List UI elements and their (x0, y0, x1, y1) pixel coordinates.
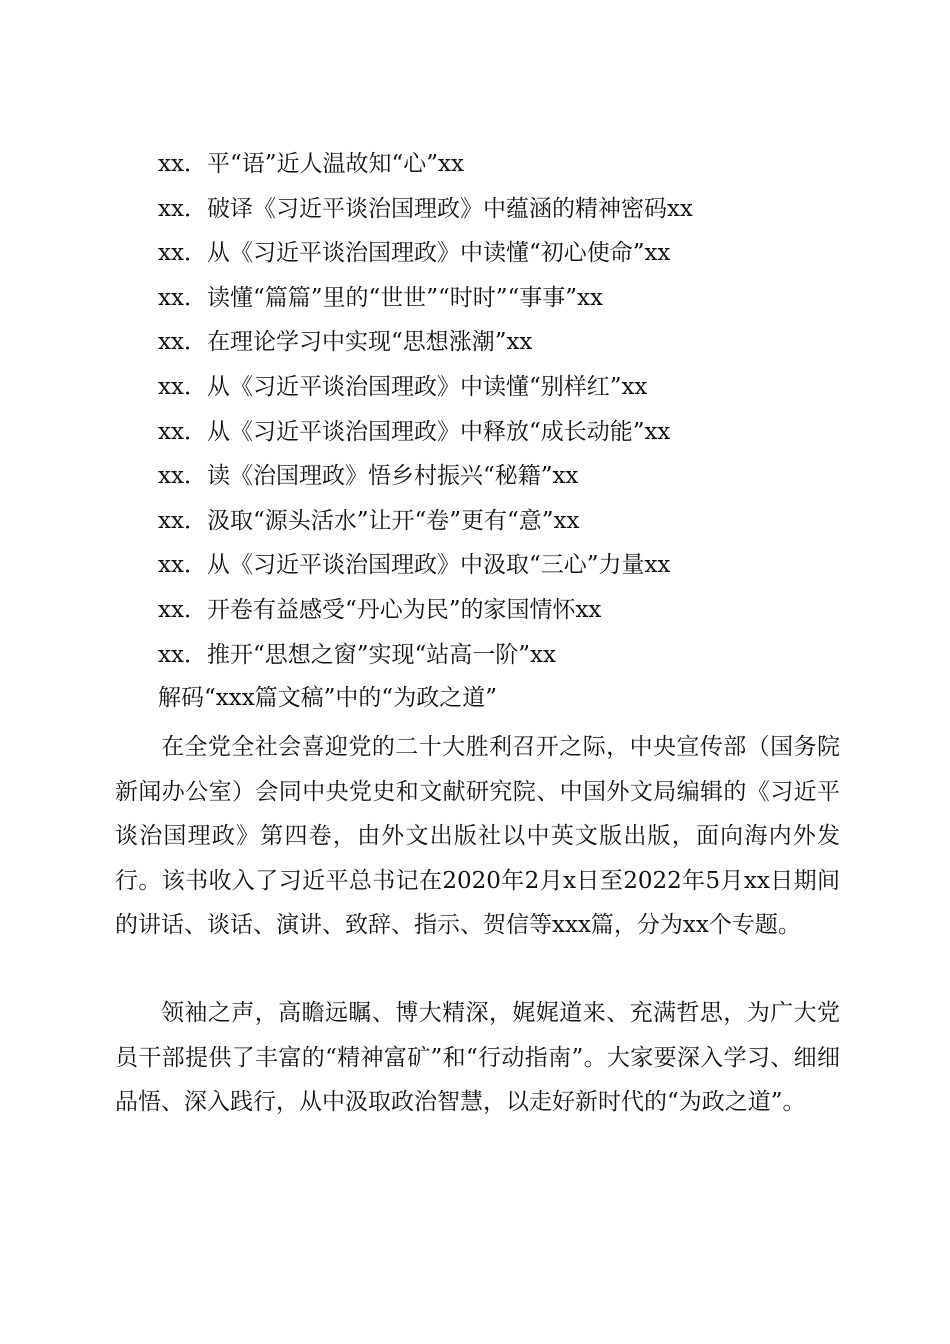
toc-item: xx．从《习近平谈治国理政》中汲取“三心”力量xx (158, 552, 671, 579)
toc-item: xx．开卷有益感受“丹心为民”的家国情怀xx (158, 596, 602, 623)
toc-item: xx．从《习近平谈治国理政》中释放“成长动能”xx (158, 418, 671, 445)
toc-item: xx．读懂“篇篇”里的“世世”“时时”“事事”xx (158, 284, 603, 311)
article-paragraph-2: 领袖之声，高瞻远瞩、博大精深，娓娓道来、充满哲思，为广大党员干部提供了丰富的“精神富矿”和“行动指南”。大家要深入学习、细细品悟、深入践行，从中汲取政治智慧，以走好新时代的“为政之道”。 (115, 1000, 840, 1116)
toc-item: xx．从《习近平谈治国理政》中读懂“初心使命”xx (158, 240, 671, 267)
toc-item: xx．在理论学习中实现“思想涨潮”xx (158, 329, 533, 356)
table-of-contents (158, 142, 858, 677)
article-paragraph-1: 在全党全社会喜迎党的二十大胜利召开之际，中央宣传部（国务院新闻办公室）会同中央党史和文献研究院、中国外文局编辑的《习近平谈治国理政》第四卷，由外文出版社以中英文版出版，面向海内外发行。该书收入了习近平总书记在2020年2月x日至2022年5月xx日期间的讲话、谈话、演讲、致辞、指示、贺信等xxx篇，分为xx个专题。 (115, 734, 840, 939)
toc-item: xx．汲取“源头活水”让开“卷”更有“意”xx (158, 507, 580, 534)
toc-item: xx．推开“思想之窗”实现“站高一阶”xx (158, 641, 556, 668)
toc-item: xx．从《习近平谈治国理政》中读懂“别样红”xx (158, 373, 648, 400)
toc-item: xx．破译《习近平谈治国理政》中蕴涵的精神密码xx (158, 195, 693, 222)
toc-item: xx．平“语”近人温故知“心”xx (158, 151, 464, 177)
toc-item: xx．读《治国理政》悟乡村振兴“秘籍”xx (158, 463, 579, 490)
article-title: 解码“xxx篇文稿”中的“为政之道” (158, 685, 497, 711)
